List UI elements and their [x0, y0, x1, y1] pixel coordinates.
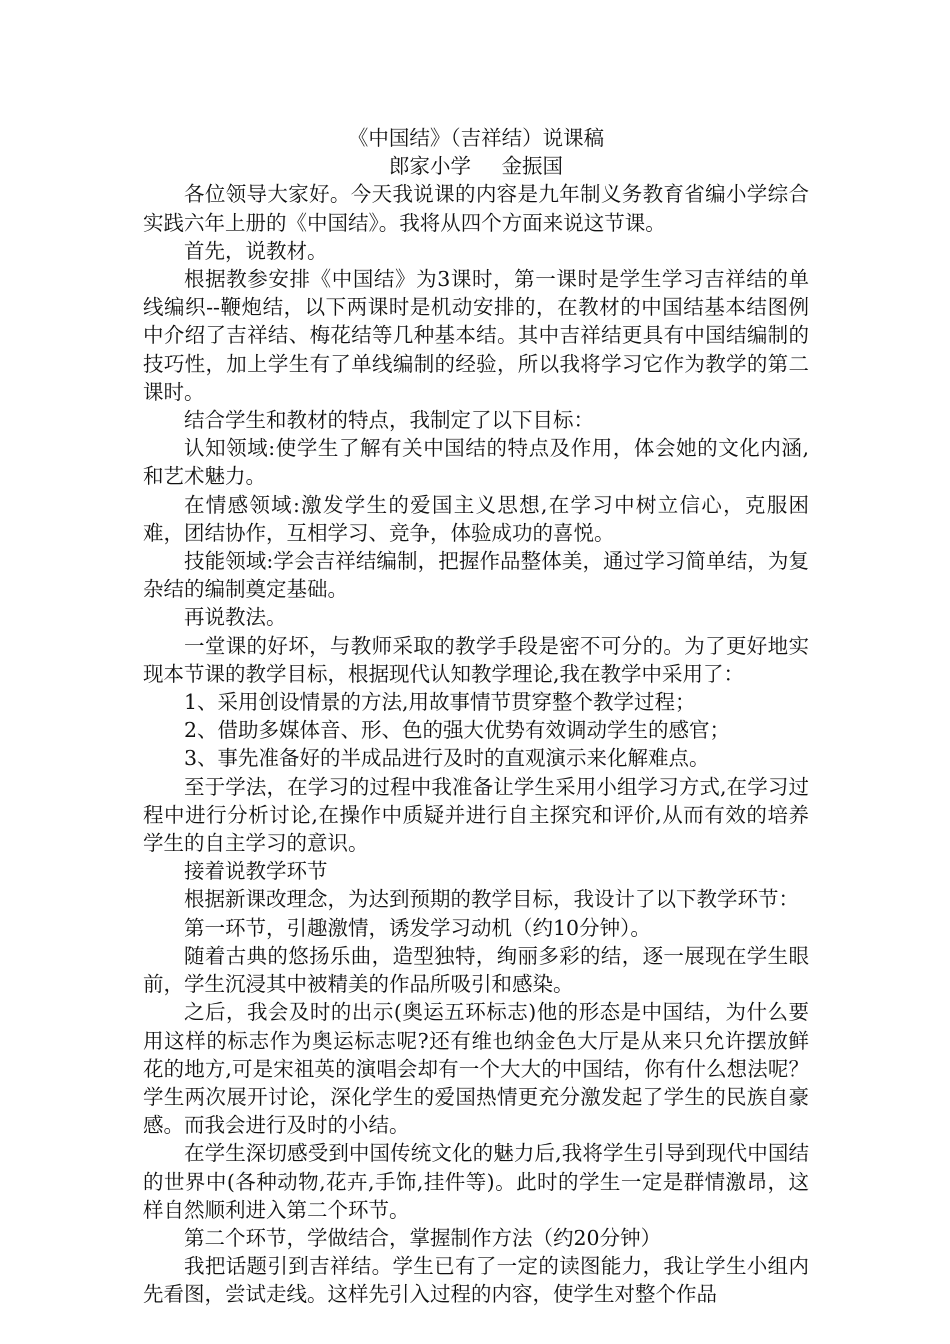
paragraph-goal-emotional: 在情感领域:激发学生的爱国主义思想,在学习中树立信心，克服困难，团结协作，互相学习、竞争，体验成功的喜悦。: [143, 492, 809, 545]
paragraph-step-2-detail: 我把话题引到吉祥结。学生已有了一定的读图能力，我让学生小组内先看图，尝试走线。这样先引入过程的内容，使学生对整个作品: [143, 1254, 809, 1307]
paragraph-heading-steps: 接着说教学环节: [184, 859, 328, 884]
paragraph-method-1: 1、采用创设情景的方法,用故事情节贯穿整个教学过程；: [184, 690, 696, 715]
paragraph-method-3: 3、事先准备好的半成品进行及时的直观演示来化解难点。: [184, 746, 710, 771]
document-body: [143, 124, 809, 1309]
paragraph-step-2: 第二个环节，学做结合，掌握制作方法（约20分钟）: [184, 1225, 662, 1250]
paragraph-step-1-music: 随着古典的悠扬乐曲，造型独特，绚丽多彩的结，逐一展现在学生眼前，学生沉浸其中被精美的作品所吸引和感染。: [143, 943, 809, 997]
paragraph-goal-skills: 技能领域:学会吉祥结编制，把握作品整体美，通过学习简单结，为复杂结的编制奠定基础。: [143, 549, 809, 602]
paragraph-step-1-transition: 在学生深切感受到中国传统文化的魅力后,我将学生引导到现代中国结的世界中(各种动物,花卉,手饰,挂件等)。此时的学生一定是群情激昂，这样自然顺利进入第二个环节。: [143, 1141, 809, 1222]
paragraph-heading-textbook: 首先，说教材。: [184, 238, 328, 263]
paragraph-method-intro: 一堂课的好坏，与教师采取的教学手段是密不可分的。为了更好地实现本节课的教学目标，根据现代认知教学理论,我在教学中采用了：: [143, 633, 809, 686]
paragraph-greeting: 各位领导大家好。今天我说课的内容是九年制义务教育省编小学综合实践六年上册的《中国结》。我将从四个方面来说这节课。: [143, 182, 809, 235]
paragraph-heading-method: 再说教法。: [184, 605, 287, 630]
paragraph-step-1: 第一环节，引趣激情，诱发学习动机（约10分钟）。: [184, 915, 651, 940]
paragraph-goals-intro: 结合学生和教材的特点，我制定了以下目标：: [184, 408, 594, 433]
paragraph-steps-intro: 根据新课改理念，为达到预期的教学目标，我设计了以下教学环节：: [184, 887, 799, 912]
paragraph-textbook: 根据教参安排《中国结》为3课时，第一课时是学生学习吉祥结的单线编织--鞭炮结，以下两课时是机动安排的，在教材的中国结基本结图例中介绍了吉祥结、梅花结等几种基本结。其中吉祥结更具有中国结编制的技巧性，加上学生有了单线编制的经验，所以我将学习它作为教学的第二课时。: [143, 267, 809, 404]
paragraph-goal-cognitive: 认知领域:使学生了解有关中国结的特点及作用，体会她的文化内涵,和艺术魅力。: [143, 436, 809, 489]
document-title: 《中国结》（吉祥结）说课稿: [347, 126, 605, 150]
document-author: 郎家小学 金振国: [388, 154, 564, 179]
paragraph-learning-method: 至于学法，在学习的过程中我准备让学生采用小组学习方式,在学习过程中进行分析讨论,在操作中质疑并进行自主探究和评价,从而有效的培养学生的自主学习的意识。: [143, 774, 809, 856]
paragraph-step-1-discussion: 之后，我会及时的出示(奥运五环标志)他的形态是中国结，为什么要用这样的标志作为奥运标志呢?还有维也纳金色大厅是从来只允许摆放鲜花的地方,可是宋祖英的演唱会却有一个大大的中国结，你有什么想法呢？学生两次展开讨论，深化学生的爱国热情更充分激发起了学生的民族自豪感。而我会进行及时的小结。: [143, 1000, 809, 1138]
paragraph-method-2: 2、借助多媒体音、形、色的强大优势有效调动学生的感官；: [184, 718, 731, 743]
